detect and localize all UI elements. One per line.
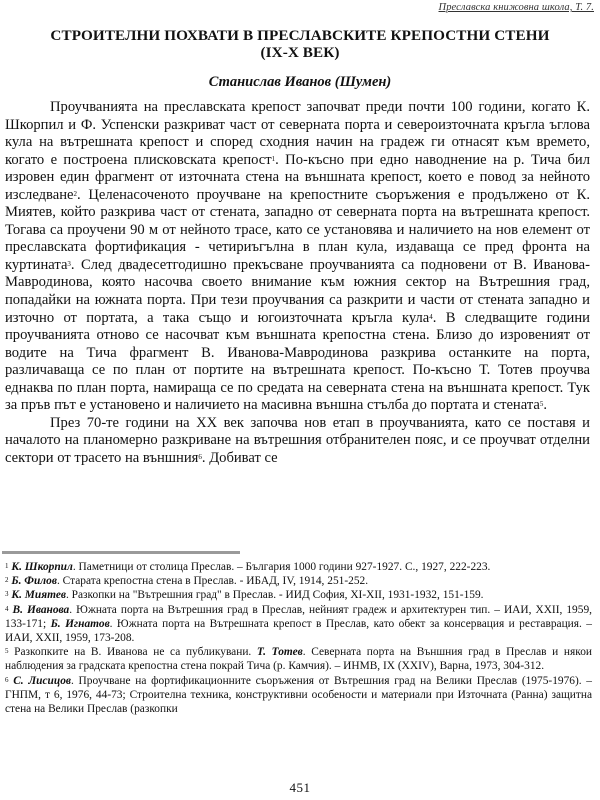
footnote-number: 3 (5, 590, 9, 599)
text-run: Проучванията на преславската крепост започват преди почти 100 години, когато К. Шкорпил и Ф. Успенски разкриват част от северната порта и североизточната кръгла ъглова кула на вътрешната крепост и според сходния начин на градеж ги отнасят към времето, когато е построена плисковската крепост (5, 99, 590, 168)
title-line-1: СТРОИТЕЛНИ ПОХВАТИ В ПРЕСЛАВСКИТЕ КРЕПОСТНИ СТЕНИ (50, 27, 550, 44)
footnote-ref-6[interactable]: 6 (198, 452, 202, 461)
footnote-2 (5, 574, 592, 588)
footnote-ref-4[interactable]: 4 (429, 312, 433, 321)
paragraph-2 (5, 415, 590, 468)
running-head: Преславска книжовна школа, Т. 7. (438, 2, 594, 13)
footnote-ref-5[interactable]: 5 (539, 400, 544, 409)
footnote-3 (5, 588, 592, 602)
text-run: . Добиват се (201, 449, 278, 466)
footnote-text: . Северната порта на Външния град в Преслав и някои наблюдения за градската крепостна стена покрай Тича (р. Камчия). – ИНМВ, IX (XXIV), Варна, 1973, 304-312. (5, 646, 593, 673)
text-run: . (543, 397, 548, 414)
footnote-number: 6 (5, 675, 9, 684)
footnote-text: . Паметници от столица Преслав. – България 1000 години 927-1927. С., 1927, 222-223. (72, 561, 491, 573)
text-run: . В следващите години проучванията отново се насочват към външната крепостна стена. Близо до изровеният от водите на Тича фрагмент В. Иванова-Мавродинова разкрива останките на порта, различаваща се по план от портите на вътрешната крепост. По-късно Т. Тотев проучва еднаква по план порта, намираща се по средата на северната стена на външната крепост. Тук за пръв път е установено и наличието на масивна външна стълба до портата и стената (5, 309, 590, 414)
footnote-ref-2[interactable]: 2 (73, 189, 78, 198)
footnote-number: 5 (5, 647, 9, 656)
footnote-text: . Проучване на фортификационните съоръжения от Вътрешния град на Велики Преслав (1975-1976). – ГНПМ, т 6, 1976, 44-73; Строителна техника, конструктивни особености и материали при Източната (Ранна) защитна стена на Велики Преслав (разкопки (5, 674, 592, 716)
body-text (5, 99, 590, 467)
footnote-author-2: Б. Игнатов (50, 617, 110, 630)
page-number: 451 (289, 780, 311, 795)
footnote-text: . Разкопки на "Вътрешния град" в Преслав. - ИИД София, XI-XII, 1931-1932, 151-159. (65, 589, 484, 602)
text-run: . След двадесетгодишно прекъсване проучванията са подновени от В. Иванова-Мавродинова, която насочва своето внимание към южния сектор на Вътрешния град, попадайки на южната порта. При тези проучвания са разкрити и части от стената западно и източно от портата, а така също и югоизточната кръгла кула (5, 256, 590, 326)
footnote-number: 2 (5, 576, 9, 585)
footnote-author: К. Шкорпил (11, 561, 73, 573)
footnote-author: В. Иванова (12, 603, 70, 616)
footnote-text: . Южната порта на Вътрешния град в Преслав, нейният градеж и архитектурен тип. – ИАИ, XXII, 1959, 133-171; (5, 603, 592, 630)
footnote-4 (5, 603, 592, 646)
footnotes (5, 560, 592, 716)
text-run: През 70-те години на XX век започва нов етап в проучванията, като се поставя и началото на планомерно разкриване на вътрешния отбранителен пояс, и се проучват отделни сектори от трасето на външния (5, 414, 590, 466)
footnote-text-2: . Южната порта на Вътрешната крепост в Преслав, като обект за консервация и реставрация. – ИАИ, XXII, 1959, 173-208. (5, 617, 592, 645)
footnote-lead: Разкопките на В. Иванова не са публикувани. (14, 646, 257, 659)
footnote-text: . Старата крепостна стена в Преслав. - ИБАД, IV, 1914, 251-252. (56, 575, 369, 588)
footnote-ref-1[interactable]: 1 (271, 154, 276, 163)
footnote-author: С. Лисицов (13, 674, 71, 687)
footnote-separator (2, 551, 240, 554)
paragraph-1 (5, 99, 590, 415)
footnote-author: Б. Филов (11, 575, 57, 588)
text-run: . Целенасоченото проучване на крепостните съоръжения е продължено от К. Миятев, който разкрива част от стената, западно от северната порта на вътрешната крепост. Тогава са проучени 90 м от нейното трасе, като се установява и наличието на нов елемент от преславската фортификация - четириъгълна в план кула, издаваща се пред фронта на куртината (5, 186, 590, 273)
footnote-1 (5, 560, 592, 574)
footnote-5 (5, 645, 592, 673)
footnote-author: К. Миятев (11, 589, 66, 602)
footnote-number: 4 (5, 604, 9, 613)
footnote-ref-3[interactable]: 3 (67, 259, 71, 268)
footnote-6 (5, 674, 592, 717)
footnote-number: 1 (5, 562, 9, 570)
article-title (0, 27, 600, 61)
text-run: . По-късно при едно наводнение на р. Тича бил изровен един фрагмент от източната стена на външната крепост, което е повод за нейното изследване (5, 151, 590, 203)
footnote-author: Т. Тотев (256, 646, 303, 659)
title-line-2: (IX-X ВЕК) (260, 44, 340, 61)
article-author: Станислав Иванов (Шумен) (208, 74, 392, 90)
